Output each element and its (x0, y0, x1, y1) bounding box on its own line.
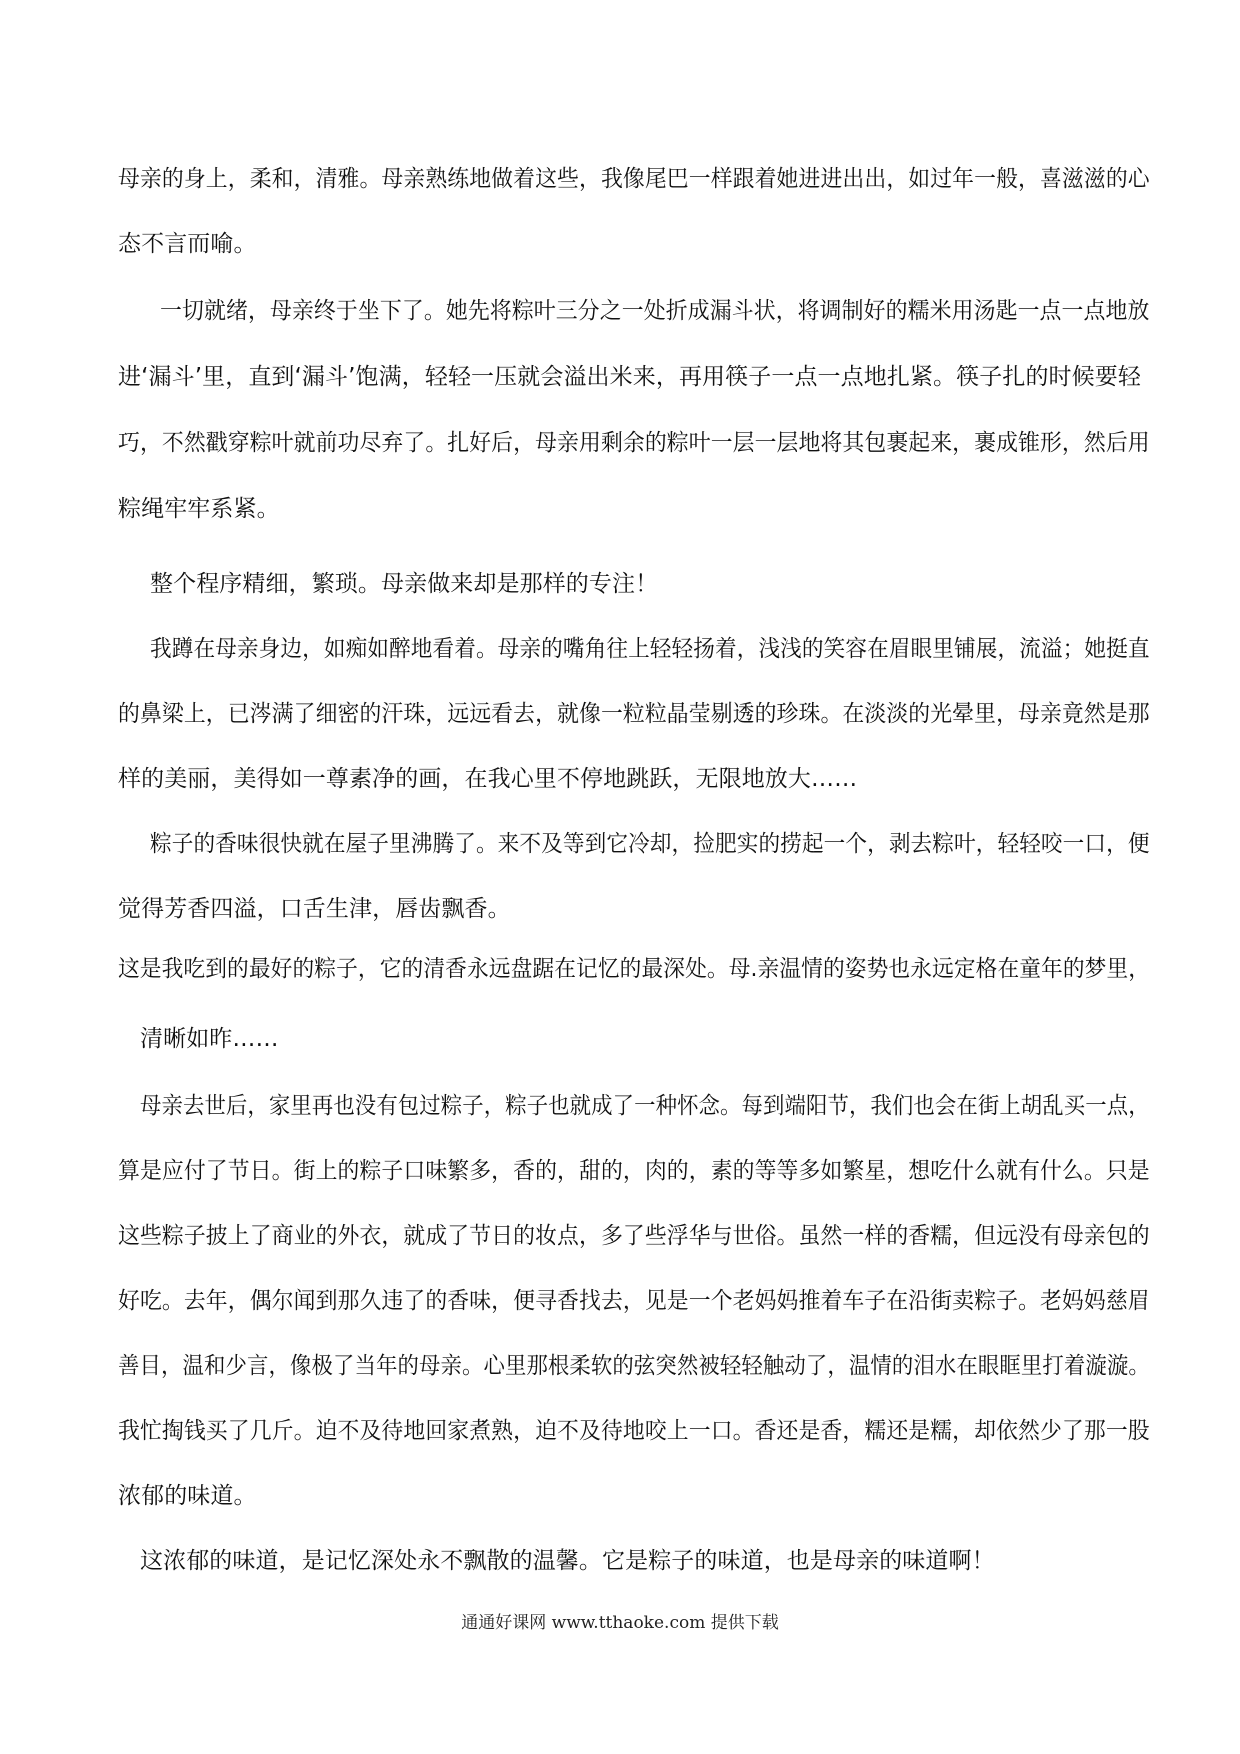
text-line: 觉得芳香四溢，口舌生津，唇齿飘香。 (118, 896, 511, 922)
text-line: 我蹲在母亲身边，如痴如醉地看着。母亲的嘴角往上轻轻扬着，浅浅的笑容在眉眼里铺展，流溢；她挺直 (150, 636, 1150, 662)
text-line: 这是我吃到的最好的粽子，它的清香永远盘踞在记忆的最深处。母.亲温情的姿势也永远定格在童年的梦里， (118, 956, 1151, 982)
text-line: 进‘漏斗’里，直到‘漏斗’饱满，轻轻一压就会溢出米来，再用筷子一点一点地扎紧。筷子扎的时候要轻 (118, 364, 1141, 390)
text-line: 善目，温和少言，像极了当年的母亲。心里那根柔软的弦突然被轻轻触动了，温情的泪水在眼眶里打着漩漩。 (118, 1353, 1150, 1379)
text-line: 算是应付了节日。街上的粽子口味繁多，香的，甜的，肉的，素的等等多如繁星，想吃什么就有什么。只是 (118, 1158, 1150, 1184)
text-line: 这浓郁的味道，是记忆深处永不飘散的温馨。它是粽子的味道，也是母亲的味道啊！ (140, 1548, 995, 1574)
text-line: 样的美丽，美得如一尊素净的画，在我心里不停地跳跃，无限地放大…… (118, 766, 858, 792)
text-line: 我忙掏钱买了几斤。迫不及待地回家煮熟，迫不及待地咬上一口。香还是香，糯还是糯，却依然少了那一股 (118, 1418, 1150, 1444)
text-line: 的鼻梁上，已涔满了细密的汗珠，远远看去，就像一粒粒晶莹剔透的珍珠。在淡淡的光晕里，母亲竟然是那 (118, 701, 1150, 727)
text-line: 态不言而喻。 (118, 231, 257, 257)
text-line: 母亲去世后，家里再也没有包过粽子，粽子也就成了一种怀念。每到端阳节，我们也会在街上胡乱买一点， (140, 1093, 1150, 1119)
text-line: 整个程序精细，繁琐。母亲做来却是那样的专注！ (150, 571, 659, 597)
text-line: 清晰如昨…… (140, 1026, 279, 1052)
text-line: 粽子的香味很快就在屋子里沸腾了。来不及等到它冷却，捡肥实的捞起一个，剥去粽叶，轻轻咬一口，便 (150, 831, 1150, 857)
text-line: 粽绳牢牢系紧。 (118, 496, 280, 522)
text-line: 巧，不然戳穿粽叶就前功尽弃了。扎好后，母亲用剩余的粽叶一层一层地将其包裹起来，裹成锥形，然后用 (118, 430, 1150, 456)
text-line: 一切就绪，母亲终于坐下了。她先将粽叶三分之一处折成漏斗状，将调制好的糯米用汤匙一点一点地放 (160, 298, 1150, 324)
footer-credit: 通通好课网 www.tthaoke.com 提供下载 (461, 1613, 779, 1633)
text-line: 好吃。去年，偶尔闻到那久违了的香味，便寻香找去，见是一个老妈妈推着车子在沿街卖粽子。老妈妈慈眉 (118, 1288, 1150, 1314)
text-line: 母亲的身上，柔和，清雅。母亲熟练地做着这些，我像尾巴一样跟着她进进出出，如过年一般，喜滋滋的心 (118, 166, 1150, 192)
text-line: 这些粽子披上了商业的外衣，就成了节日的妆点，多了些浮华与世俗。虽然一样的香糯，但远没有母亲包的 (118, 1223, 1150, 1249)
text-line: 浓郁的味道。 (118, 1483, 257, 1509)
